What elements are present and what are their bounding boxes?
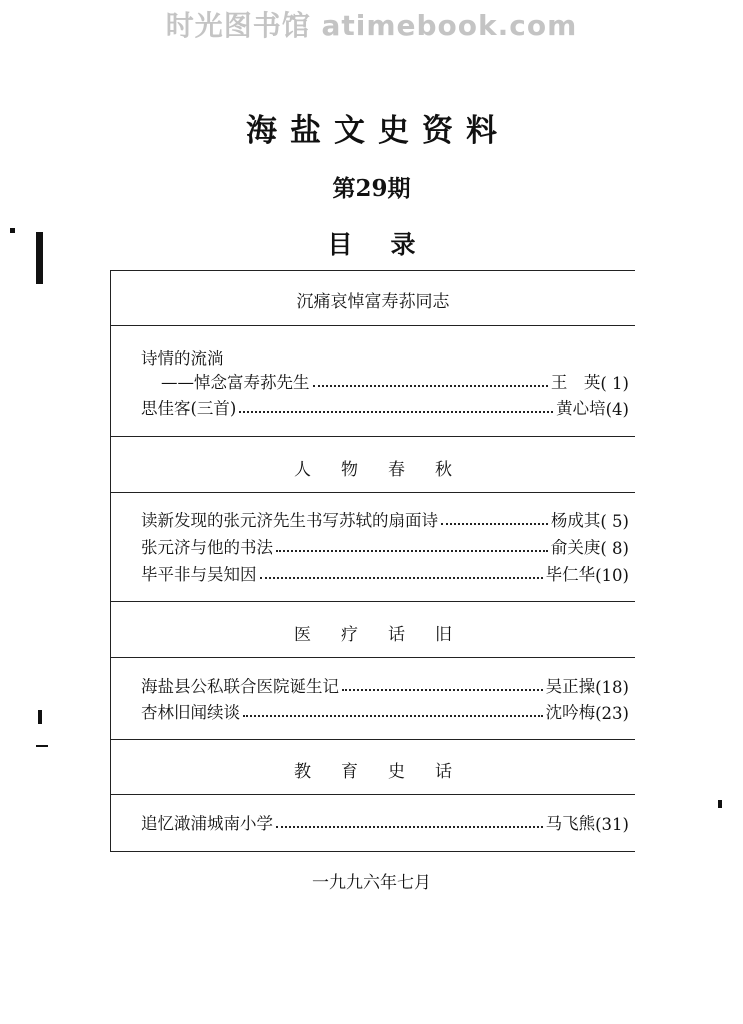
toc-entry-author: 毕仁华 — [545, 565, 596, 584]
divider — [111, 657, 635, 658]
toc-entry-title: 海盐县公私联合医院诞生记 — [141, 677, 339, 696]
toc-entry-author: 马飞熊 — [545, 814, 596, 833]
watermark: 时光图书馆 atimebook.com — [165, 9, 578, 42]
toc-entry-author: 杨成其 — [550, 511, 601, 530]
toc-entry-title: 诗情的流淌 — [141, 349, 224, 368]
leader-dots — [276, 826, 543, 828]
divider — [111, 492, 635, 493]
divider — [111, 325, 635, 326]
toc-entry-page: (10) — [595, 566, 629, 585]
scan-speck — [718, 800, 722, 808]
leader-dots — [276, 550, 548, 552]
toc-entry-title: 张元济与他的书法 — [141, 538, 273, 557]
scan-speck — [38, 710, 42, 724]
section-header-3: 医疗话旧 — [294, 625, 482, 645]
toc-entry-title: 杏林旧闻续谈 — [141, 703, 240, 722]
toc-entry-page: ( 5) — [600, 512, 629, 531]
toc-entry-title: 思佳客(三首) — [141, 399, 237, 418]
scan-speck — [36, 745, 48, 747]
toc-entry-title: 读新发现的张元济先生书写苏轼的扇面诗 — [141, 511, 438, 530]
toc-entry — [141, 699, 629, 723]
toc-entry-page: ( 1) — [600, 374, 629, 393]
toc-entry-page: (31) — [595, 815, 629, 834]
issue-number: 第29期 — [332, 175, 411, 202]
toc-entry-author: 沈吟梅 — [545, 703, 596, 722]
toc-entry-author: 黄心培 — [556, 399, 606, 418]
document-title: 海盐文史资料 — [246, 113, 510, 149]
toc-entry-page: (18) — [595, 678, 629, 697]
leader-dots — [313, 385, 548, 387]
toc-entry-author: 吴正操 — [545, 677, 596, 696]
leader-dots — [260, 577, 543, 579]
toc-entry-page: (23) — [595, 704, 629, 723]
publication-date: 一九九六年七月 — [312, 873, 431, 893]
toc-entry-author: 俞关庚 — [550, 538, 601, 557]
divider — [111, 794, 635, 795]
divider — [111, 436, 635, 437]
toc-entry-author: 王 英 — [550, 373, 601, 392]
toc-entry-title: 追忆澉浦城南小学 — [141, 814, 273, 833]
toc-entry — [141, 534, 629, 558]
leader-dots — [441, 523, 548, 525]
toc-entry-page: ( 8) — [600, 539, 629, 558]
leader-dots — [342, 689, 543, 691]
toc-entry — [141, 673, 629, 697]
toc-entry — [141, 810, 629, 834]
toc-entry-subtitle: ——悼念富寿荪先生 — [161, 373, 310, 392]
toc-entry — [161, 369, 629, 393]
toc-entry-page: (4) — [605, 400, 629, 419]
toc-entry — [141, 507, 629, 531]
table-of-contents — [110, 270, 635, 852]
toc-entry — [141, 561, 629, 585]
contents-heading: 目录 — [327, 230, 454, 259]
divider — [111, 601, 635, 602]
divider — [111, 739, 635, 740]
section-header-2: 人物春秋 — [294, 460, 482, 480]
leader-dots — [239, 411, 553, 413]
toc-entry — [141, 395, 629, 419]
section-header-4: 教育史话 — [294, 762, 482, 782]
leader-dots — [243, 715, 543, 717]
section-header-1: 沉痛哀悼富寿荪同志 — [296, 292, 450, 312]
toc-entry-title: 毕平非与吴知因 — [141, 565, 257, 584]
